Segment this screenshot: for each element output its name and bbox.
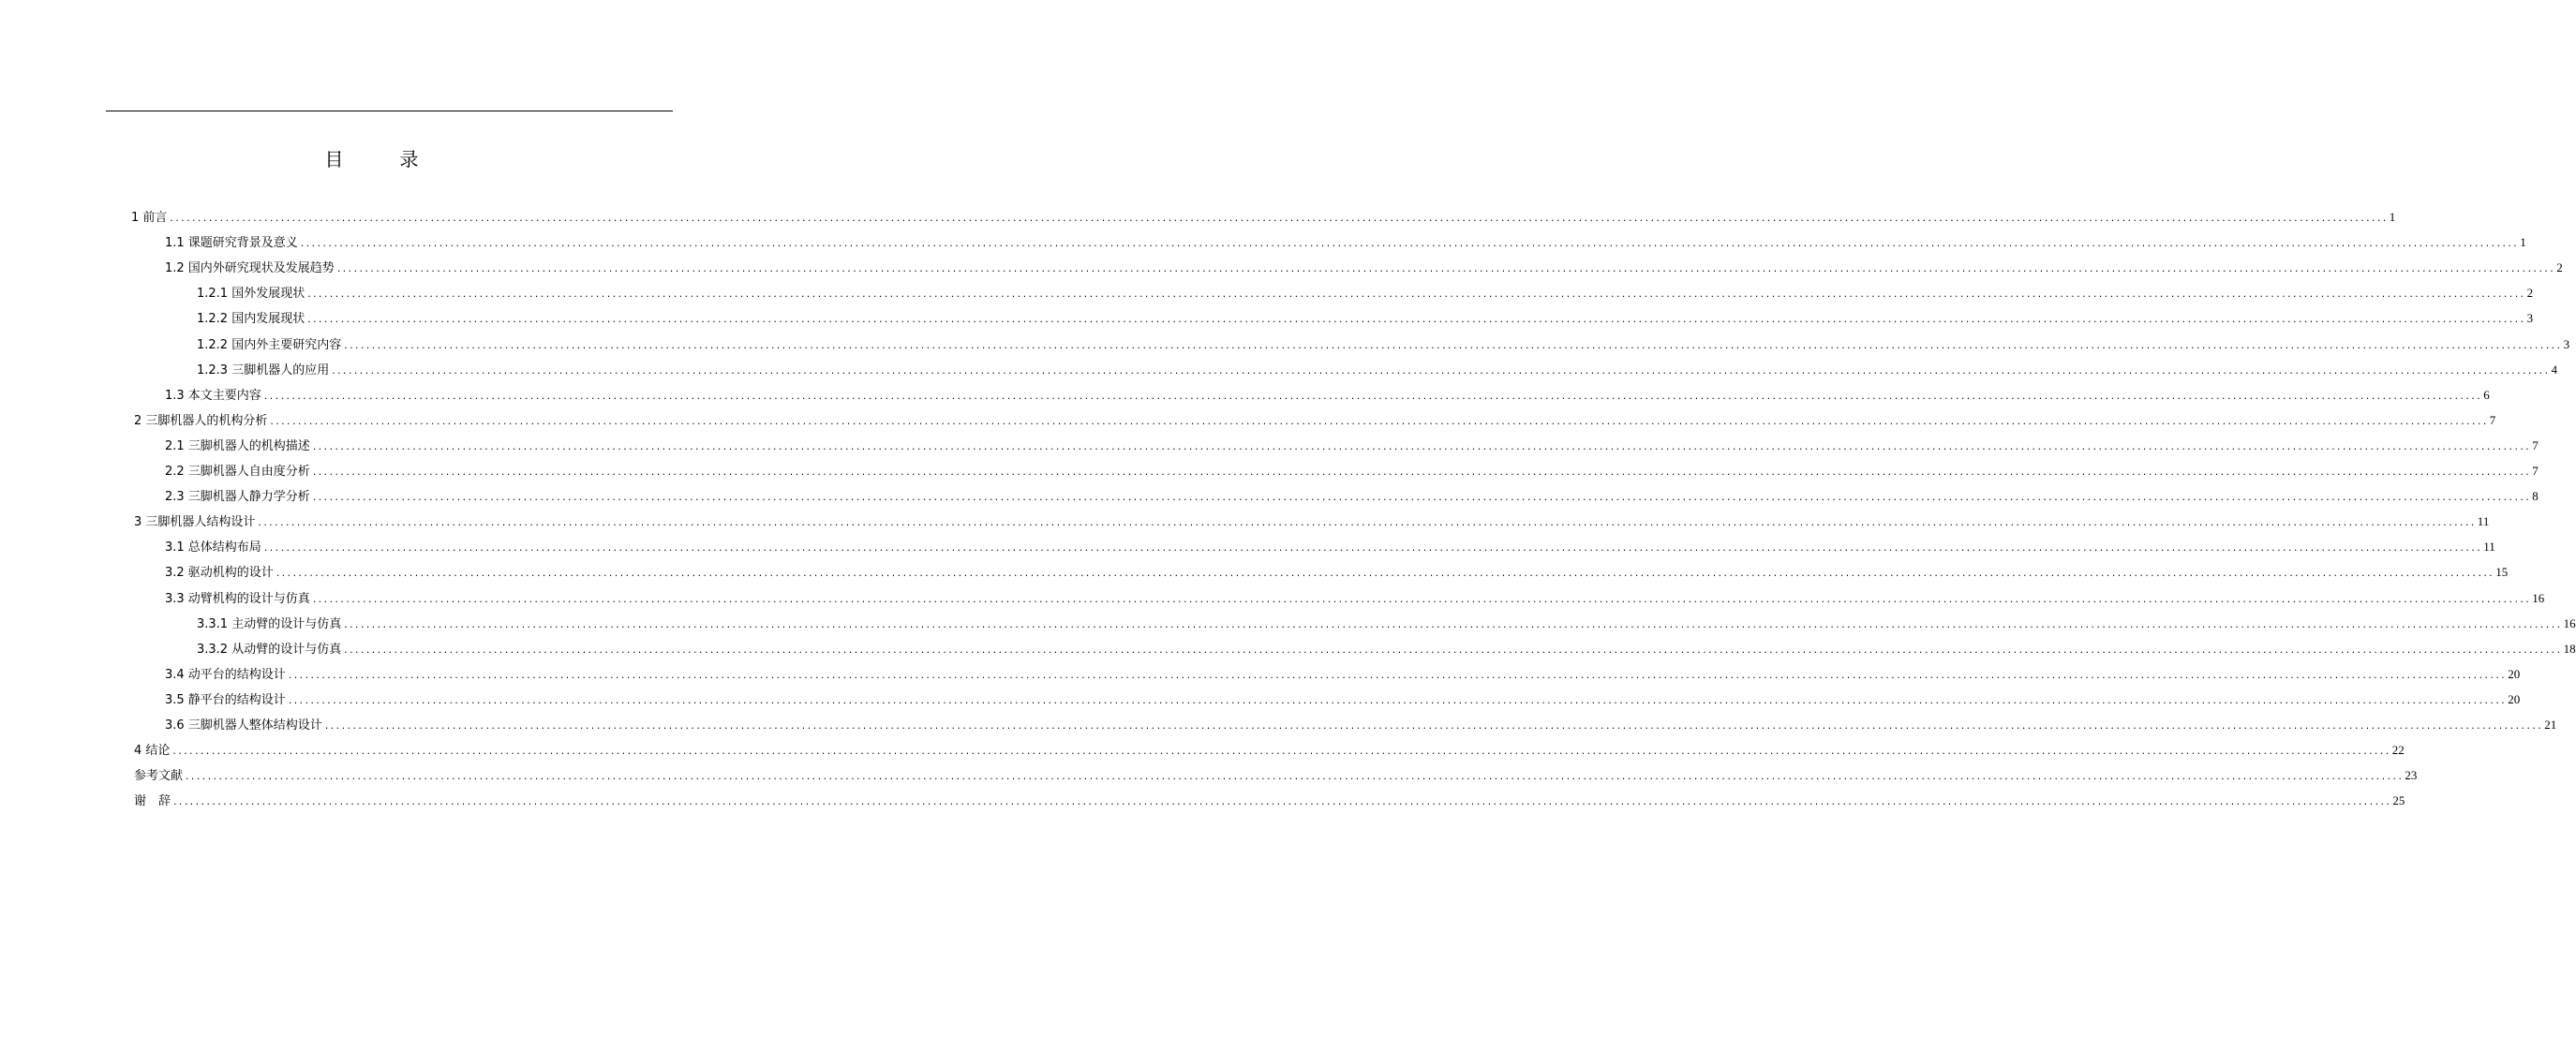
toc-entry-page: 1 bbox=[2520, 235, 2526, 250]
toc-dot-leader: ................................................................................................................................................................................................................................................................................................................................................................................................................ bbox=[269, 417, 2488, 427]
toc-entry-page: 2 bbox=[2526, 286, 2534, 301]
toc-dot-leader: ................................................................................................................................................................................................................................................................................................................................................................................................................ bbox=[343, 341, 2562, 351]
toc-dot-leader: ................................................................................................................................................................................................................................................................................................................................................................................................................ bbox=[275, 570, 2494, 580]
toc-entry-page: 3 bbox=[2526, 311, 2534, 326]
toc-entry[interactable] bbox=[165, 559, 2509, 585]
toc-dot-leader: ................................................................................................................................................................................................................................................................................................................................................................................................................ bbox=[257, 519, 2476, 529]
toc-entry[interactable] bbox=[165, 661, 2521, 687]
toc-entry[interactable] bbox=[197, 332, 2570, 357]
toc-entry-page: 25 bbox=[2392, 793, 2405, 808]
toc-entry-page: 22 bbox=[2391, 743, 2405, 758]
toc-entry[interactable] bbox=[197, 305, 2534, 331]
toc-entry-label: 3.2 驱动机构的设计 bbox=[165, 566, 274, 581]
toc-entry[interactable] bbox=[197, 611, 2576, 636]
toc-entry-label: 谢 辞 bbox=[134, 794, 171, 809]
toc-entry-label: 3 三脚机器人结构设计 bbox=[134, 515, 256, 530]
toc-entry-label: 1.2.2 国内发展现状 bbox=[197, 312, 305, 327]
toc-entry-label: 3.4 动平台的结构设计 bbox=[165, 667, 286, 682]
toc-entry-page: 23 bbox=[2405, 768, 2418, 783]
toc-entry-page: 1 bbox=[2389, 210, 2396, 224]
toc-entry-page: 7 bbox=[2489, 412, 2496, 427]
toc-entry-label: 1.2 国内外研究现状及发展趋势 bbox=[165, 261, 335, 276]
toc-entry-label: 1.2.3 三脚机器人的应用 bbox=[197, 363, 330, 377]
toc-entry[interactable] bbox=[134, 762, 2418, 788]
toc-dot-leader: ................................................................................................................................................................................................................................................................................................................................................................................................................ bbox=[311, 468, 2531, 478]
toc-entry-page: 11 bbox=[2477, 514, 2490, 529]
toc-entry[interactable] bbox=[165, 534, 2495, 559]
toc-entry-label: 3.5 静平台的结构设计 bbox=[165, 692, 286, 707]
toc-dot-leader: ................................................................................................................................................................................................................................................................................................................................................................................................................ bbox=[171, 748, 2390, 758]
toc-entry[interactable] bbox=[134, 407, 2496, 433]
toc-dot-leader: ................................................................................................................................................................................................................................................................................................................................................................................................................ bbox=[335, 265, 2555, 275]
toc-dot-leader: ................................................................................................................................................................................................................................................................................................................................................................................................................ bbox=[306, 316, 2525, 326]
toc-entry-label: 3.3.1 主动臂的设计与仿真 bbox=[197, 616, 342, 631]
toc-dot-leader: ................................................................................................................................................................................................................................................................................................................................................................................................................ bbox=[343, 620, 2562, 630]
toc-entry[interactable] bbox=[197, 357, 2558, 382]
toc-dot-leader: ................................................................................................................................................................................................................................................................................................................................................................................................................ bbox=[172, 798, 2391, 808]
toc-entry[interactable] bbox=[165, 382, 2490, 407]
toc-entry[interactable] bbox=[165, 585, 2545, 611]
toc-entry-page: 15 bbox=[2495, 565, 2509, 580]
toc-dot-leader: ................................................................................................................................................................................................................................................................................................................................................................................................................ bbox=[169, 215, 2388, 224]
toc-entry[interactable] bbox=[165, 687, 2521, 712]
toc-entry-label: 2.2 三脚机器人自由度分析 bbox=[165, 465, 310, 479]
toc-entry-page: 21 bbox=[2544, 718, 2557, 732]
toc-entry[interactable] bbox=[165, 255, 2563, 280]
toc-entry-page: 18 bbox=[2563, 641, 2576, 656]
toc-entry[interactable] bbox=[134, 788, 2405, 813]
toc-entry[interactable] bbox=[165, 229, 2526, 255]
toc-entry[interactable] bbox=[134, 509, 2490, 534]
toc-entry-label: 1.3 本文主要内容 bbox=[165, 388, 261, 403]
toc-entry[interactable] bbox=[197, 636, 2576, 661]
toc-entry[interactable] bbox=[165, 433, 2539, 458]
toc-dot-leader: ................................................................................................................................................................................................................................................................................................................................................................................................................ bbox=[331, 366, 2550, 377]
page-title: 目 录 bbox=[324, 148, 438, 170]
toc-dot-leader: ................................................................................................................................................................................................................................................................................................................................................................................................................ bbox=[287, 696, 2507, 706]
toc-entry-page: 20 bbox=[2508, 691, 2521, 706]
toc-entry[interactable] bbox=[131, 204, 2396, 229]
toc-entry-label: 1 前言 bbox=[131, 211, 168, 225]
toc-entry-label: 3.3 动臂机构的设计与仿真 bbox=[165, 591, 310, 606]
toc-dot-leader: ................................................................................................................................................................................................................................................................................................................................................................................................................ bbox=[343, 645, 2562, 656]
toc-dot-leader: ................................................................................................................................................................................................................................................................................................................................................................................................................ bbox=[311, 442, 2531, 452]
toc-dot-leader: ................................................................................................................................................................................................................................................................................................................................................................................................................ bbox=[323, 722, 2543, 732]
toc-dot-leader: ................................................................................................................................................................................................................................................................................................................................................................................................................ bbox=[287, 671, 2507, 681]
toc-entry-label: 1.2.1 国外发展现状 bbox=[197, 287, 305, 302]
toc-entry[interactable] bbox=[165, 712, 2557, 737]
toc-entry-label: 1.2.2 国内外主要研究内容 bbox=[197, 337, 342, 352]
toc-dot-leader: ................................................................................................................................................................................................................................................................................................................................................................................................................ bbox=[299, 240, 2519, 250]
toc-entry-page: 7 bbox=[2532, 437, 2539, 452]
toc-entry-label: 2.1 三脚机器人的机构描述 bbox=[165, 438, 310, 453]
toc-entry-label: 1.1 课题研究背景及意义 bbox=[165, 236, 298, 251]
toc-dot-leader: ................................................................................................................................................................................................................................................................................................................................................................................................................ bbox=[262, 544, 2482, 555]
toc-entry-page: 20 bbox=[2508, 666, 2521, 681]
toc-entry-page: 11 bbox=[2483, 540, 2495, 555]
toc-dot-leader: ................................................................................................................................................................................................................................................................................................................................................................................................................ bbox=[311, 595, 2531, 605]
toc-entry-label: 3.1 总体结构布局 bbox=[165, 540, 261, 555]
toc-entry[interactable] bbox=[165, 483, 2539, 509]
toc-entry-label: 2.3 三脚机器人静力学分析 bbox=[165, 490, 310, 505]
toc-entry-label: 参考文献 bbox=[134, 769, 184, 784]
toc-entry-page: 2 bbox=[2556, 260, 2563, 275]
toc-entry-label: 2 三脚机器人的机构分析 bbox=[134, 413, 268, 428]
toc-dot-leader: ................................................................................................................................................................................................................................................................................................................................................................................................................ bbox=[311, 494, 2531, 504]
toc-entry[interactable] bbox=[165, 458, 2539, 483]
toc-entry-page: 4 bbox=[2551, 362, 2558, 377]
toc-dot-leader: ................................................................................................................................................................................................................................................................................................................................................................................................................ bbox=[306, 290, 2525, 301]
toc-entry[interactable] bbox=[197, 280, 2534, 305]
toc-entry-page: 6 bbox=[2483, 387, 2490, 402]
toc-entry-label: 3.6 三脚机器人整体结构设计 bbox=[165, 718, 322, 733]
toc-entry-label: 3.3.2 从动臂的设计与仿真 bbox=[197, 642, 342, 657]
toc-entry-page: 16 bbox=[2532, 590, 2545, 605]
toc-entry[interactable] bbox=[134, 737, 2405, 762]
toc-entry-page: 16 bbox=[2563, 615, 2576, 630]
toc-entry-page: 3 bbox=[2563, 336, 2570, 351]
toc-dot-leader: ................................................................................................................................................................................................................................................................................................................................................................................................................ bbox=[185, 773, 2404, 783]
toc-dot-leader: ................................................................................................................................................................................................................................................................................................................................................................................................................ bbox=[262, 392, 2482, 402]
toc-entry-label: 4 结论 bbox=[134, 744, 171, 759]
toc-entry-page: 8 bbox=[2532, 489, 2539, 504]
toc-entry-page: 7 bbox=[2532, 464, 2539, 478]
